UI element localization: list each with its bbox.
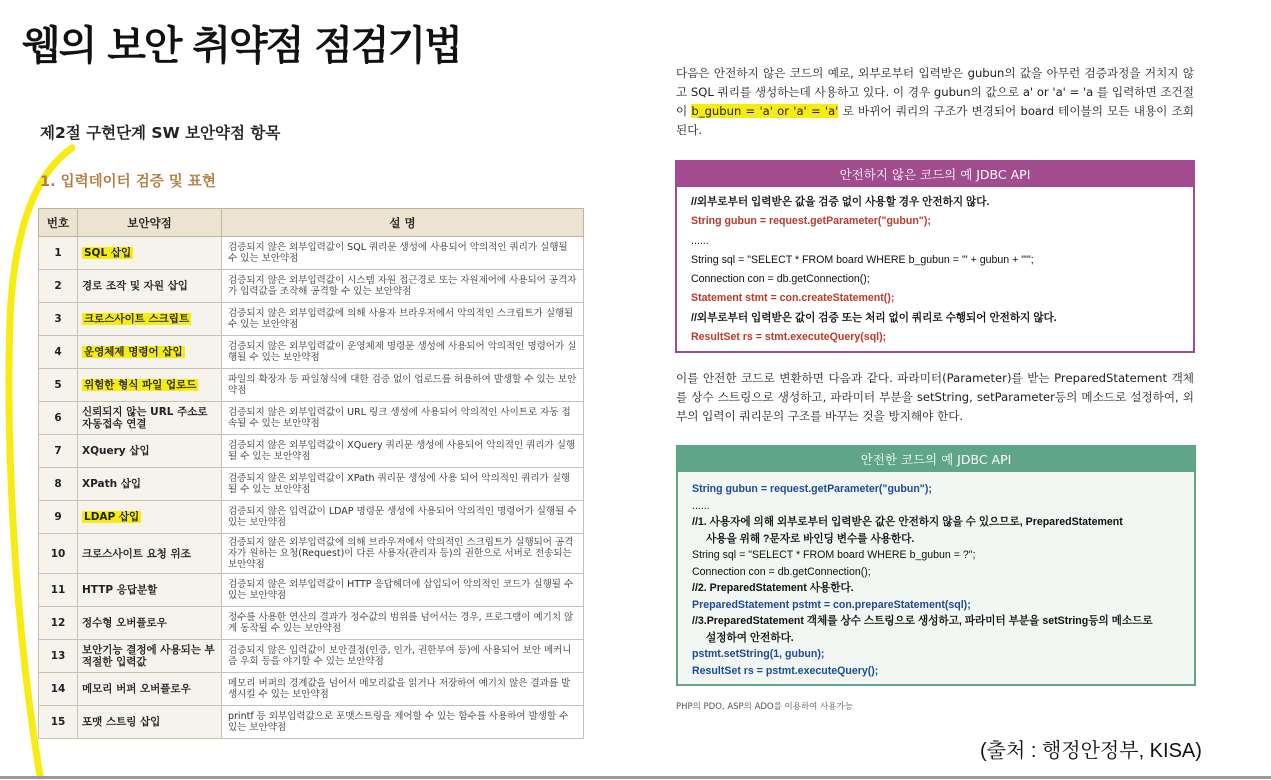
row-description: 검증되지 않은 외부입력값이 운영체제 명령문 생성에 사용되어 악의적인 명령어가 실행될 수 있는 보안약점 (222, 336, 584, 369)
row-number: 15 (39, 706, 78, 739)
weakness-label: 정수형 오버플로우 (82, 617, 167, 629)
row-weakness (78, 501, 222, 534)
row-number: 9 (39, 501, 78, 534)
weakness-label: 운영체제 명령어 삽입 (84, 346, 183, 358)
row-description: 정수를 사용한 연산의 결과가 정수값의 범위를 넘어서는 경우, 프로그램이 예기치 않게 동작될 수 있는 보안약점 (222, 607, 584, 640)
row-number: 6 (39, 402, 78, 435)
header-description: 설 명 (222, 209, 584, 237)
unsafe-code-box (675, 160, 1195, 353)
row-weakness (78, 574, 222, 607)
row-number: 11 (39, 574, 78, 607)
table-row (39, 270, 584, 303)
intro-text-end: 로 바뀌어 쿼리의 구조가 변경되어 board 테이블의 모든 내용이 조회된다. (676, 104, 1195, 137)
code-line: //외부로부터 입력받은 값이 검증 또는 처리 없이 쿼리로 수행되어 안전하지 않다. (691, 311, 1057, 324)
weakness-label: XPath 삽입 (82, 478, 142, 490)
weakness-label: HTTP 응답분할 (82, 584, 158, 596)
row-description: 검증되지 않은 입력값이 보안결정(인증, 인가, 권한부여 등)에 사용되어 보안 메커니즘 우회 등을 야기할 수 있는 보안약점 (222, 640, 584, 673)
footnote: PHP의 PDO, ASP의 ADO를 이용하여 사용가능 (676, 702, 853, 712)
row-weakness (78, 303, 222, 336)
table-row (39, 706, 584, 739)
row-weakness (78, 673, 222, 706)
row-description: 검증되지 않은 외부입력값에 의해 사용자 브라우저에서 악의적인 스크립트가 실행될 수 있는 보안약점 (222, 303, 584, 336)
table-row (39, 534, 584, 574)
table-row (39, 435, 584, 468)
code-line: ResultSet rs = pstmt.executeQuery(); (692, 664, 879, 677)
code-line: String sql = "SELECT * FROM board WHERE b_gubun = '" + gubun + "'"; (691, 253, 1034, 266)
row-number: 12 (39, 607, 78, 640)
row-weakness (78, 607, 222, 640)
row-number: 2 (39, 270, 78, 303)
row-weakness (78, 468, 222, 501)
code-line: String sql = "SELECT * FROM board WHERE b_gubun = ?"; (692, 549, 976, 561)
weakness-label: 보안기능 결정에 사용되는 부적절한 입력값 (82, 644, 215, 668)
weakness-label: XQuery 삽입 (82, 445, 150, 457)
unsafe-code-title: 안전하지 않은 코드의 예 JDBC API (677, 162, 1193, 187)
code-line: PreparedStatement pstmt = con.prepareStatement(sql); (692, 598, 971, 611)
weakness-label: LDAP 삽입 (84, 511, 140, 523)
row-number: 8 (39, 468, 78, 501)
code-line: //1. 사용자에 의해 외부로부터 입력받은 값은 안전하지 않을 수 있으므로, PreparedStatement (692, 516, 1123, 528)
table-row (39, 336, 584, 369)
row-number: 14 (39, 673, 78, 706)
table-row (39, 237, 584, 270)
table-row (39, 673, 584, 706)
intro-text: 다음은 안전하지 않은 코드의 예로, 외부로부터 입력받은 gubun의 값을 아무런 검증과정을 거치지 않고 SQL 쿼리를 생성하는데 사용하고 있다. 이 경우 gubun의 값으로 a' or 'a' = 'a 를 입력하면 조건절이 (676, 66, 1194, 118)
safe-code-box (676, 445, 1196, 686)
row-number: 13 (39, 640, 78, 673)
page-title: 웹의 보안 취약점 점검기법 (22, 23, 461, 69)
code-line: String gubun = request.getParameter("gubun"); (692, 483, 932, 495)
source-citation: (출처 : 행정안정부, KISA) (980, 740, 1202, 762)
safe-code-title: 안전한 코드의 예 JDBC API (678, 447, 1194, 472)
code-line: Statement stmt = con.createStatement(); (691, 292, 895, 305)
weakness-label: 신뢰되지 않는 URL 주소로 자동접속 연결 (82, 406, 208, 430)
code-line: String gubun = request.getParameter("gubun"); (691, 215, 931, 228)
row-description: 검증되지 않은 외부입력값이 XPath 쿼리문 생성에 사용 되어 악의적인 쿼리가 실행될 수 있는 보안약점 (222, 468, 584, 501)
row-weakness (78, 534, 222, 574)
weakness-label: 크로스사이트 스크립트 (84, 313, 190, 325)
row-description: printf 등 외부입력값으로 포맷스트링을 제어할 수 있는 함수를 사용하여 발생할 수 있는 보안약점 (222, 706, 584, 739)
row-weakness (78, 402, 222, 435)
table-header-row (39, 209, 584, 237)
table-row (39, 574, 584, 607)
section-heading: 제2절 구현단계 SW 보안약점 항목 (40, 124, 281, 142)
table-row (39, 468, 584, 501)
bottom-divider (0, 776, 1271, 779)
code-line: pstmt.setString(1, gubun); (692, 648, 825, 660)
row-description: 검증되지 않은 외부입력값이 시스템 자원 접근경로 또는 자원제어에 사용되어 공격자가 입력값을 조작해 공격할 수 있는 보안약점 (222, 270, 584, 303)
highlighted-condition: b_gubun = 'a' or 'a' = 'a' (691, 104, 839, 118)
table-row (39, 369, 584, 402)
row-number: 5 (39, 369, 78, 402)
vulnerability-table (38, 208, 584, 739)
code-line: ResultSet rs = stmt.executeQuery(sql); (691, 331, 887, 344)
table-row (39, 303, 584, 336)
row-description: 검증되지 않은 외부입력값에 의해 브라우저에서 악의적인 스크립트가 실행되어 공격자가 원하는 요청(Request)이 다른 사용자(관리자 등)의 권한으로 서버로 전송되는 보안약점 (222, 534, 584, 574)
row-description: 검증되지 않은 외부입력값이 SQL 쿼리문 생성에 사용되어 악의적인 쿼리가 실행될 수 있는 보안약점 (222, 237, 584, 270)
code-line: //3.PreparedStatement 객체를 상수 스트링으로 생성하고, 파라미터 부분을 setString등의 메소드로 (692, 615, 1153, 627)
code-line: ...... (692, 499, 710, 512)
subsection-heading: 1. 입력데이터 검증 및 표현 (40, 174, 216, 190)
table-row (39, 501, 584, 534)
row-description: 파일의 확장자 등 파일형식에 대한 검증 없이 업로드를 허용하여 발생할 수 있는 보안약점 (222, 369, 584, 402)
code-line: //외부로부터 입력받은 값을 검증 없이 사용할 경우 안전하지 않다. (691, 196, 990, 208)
row-weakness (78, 237, 222, 270)
code-line: ...... (691, 234, 709, 247)
weakness-label: 메모리 버퍼 오버플로우 (82, 683, 191, 695)
row-weakness (78, 270, 222, 303)
row-weakness (78, 706, 222, 739)
code-line: 설정하여 안전하다. (706, 631, 794, 644)
weakness-label: 경로 조작 및 자원 삽입 (82, 280, 188, 292)
table-row (39, 640, 584, 673)
row-weakness (78, 369, 222, 402)
code-line: Connection con = db.getConnection(); (691, 273, 870, 286)
table-row (39, 402, 584, 435)
intro-paragraph (676, 64, 1194, 140)
header-number: 번호 (39, 209, 78, 237)
row-number: 7 (39, 435, 78, 468)
table-row (39, 607, 584, 640)
row-description: 검증되지 않은 외부입력값이 URL 링크 생성에 사용되어 악의적인 사이트로 자동 접속될 수 있는 보안약점 (222, 402, 584, 435)
row-description: 메모리 버퍼의 경계값을 넘어서 메모리값을 읽거나 저장하여 예기치 않은 결과를 발생시킬 수 있는 보안약점 (222, 673, 584, 706)
row-description: 검증되지 않은 입력값이 LDAP 명령문 생성에 사용되어 악의적인 명령어가 실행될 수 있는 보안약점 (222, 501, 584, 534)
unsafe-code-block (677, 187, 1193, 353)
code-line: 사용을 위해 ?문자로 바인딩 변수를 사용한다. (706, 532, 915, 545)
row-number: 1 (39, 237, 78, 270)
weakness-label: SQL 삽입 (84, 247, 132, 259)
safe-intro-paragraph: 이를 안전한 코드로 변환하면 다음과 같다. 파라미터(Parameter)를 받는 PreparedStatement 객체를 상수 스트링으로 생성하고, 파라미터 부분을 setString, setParameter등의 메소드로 설정하여, 외부의 입력이 쿼리문의 구조를 바꾸는 것을 방지해야 한다. (676, 371, 1194, 423)
weakness-label: 포맷 스트링 삽입 (82, 716, 161, 728)
row-weakness (78, 435, 222, 468)
row-description: 검증되지 않은 외부입력값이 HTTP 응답헤더에 삽입되어 악의적인 코드가 실행될 수 있는 보안약점 (222, 574, 584, 607)
row-weakness (78, 336, 222, 369)
row-weakness (78, 640, 222, 673)
weakness-label: 크로스사이트 요청 위조 (82, 547, 191, 560)
row-number: 10 (39, 534, 78, 574)
row-description: 검증되지 않은 외부입력값이 XQuery 쿼리문 생성에 사용되어 악의적인 쿼리가 실행될 수 있는 보안약점 (222, 435, 584, 468)
row-number: 3 (39, 303, 78, 336)
row-number: 4 (39, 336, 78, 369)
weakness-label: 위험한 형식 파일 업로드 (84, 379, 197, 391)
header-weakness: 보안약점 (78, 209, 222, 237)
safe-code-block (678, 472, 1194, 685)
code-line: //2. PreparedStatement 사용한다. (692, 582, 854, 594)
code-line: Connection con = db.getConnection(); (692, 565, 871, 578)
